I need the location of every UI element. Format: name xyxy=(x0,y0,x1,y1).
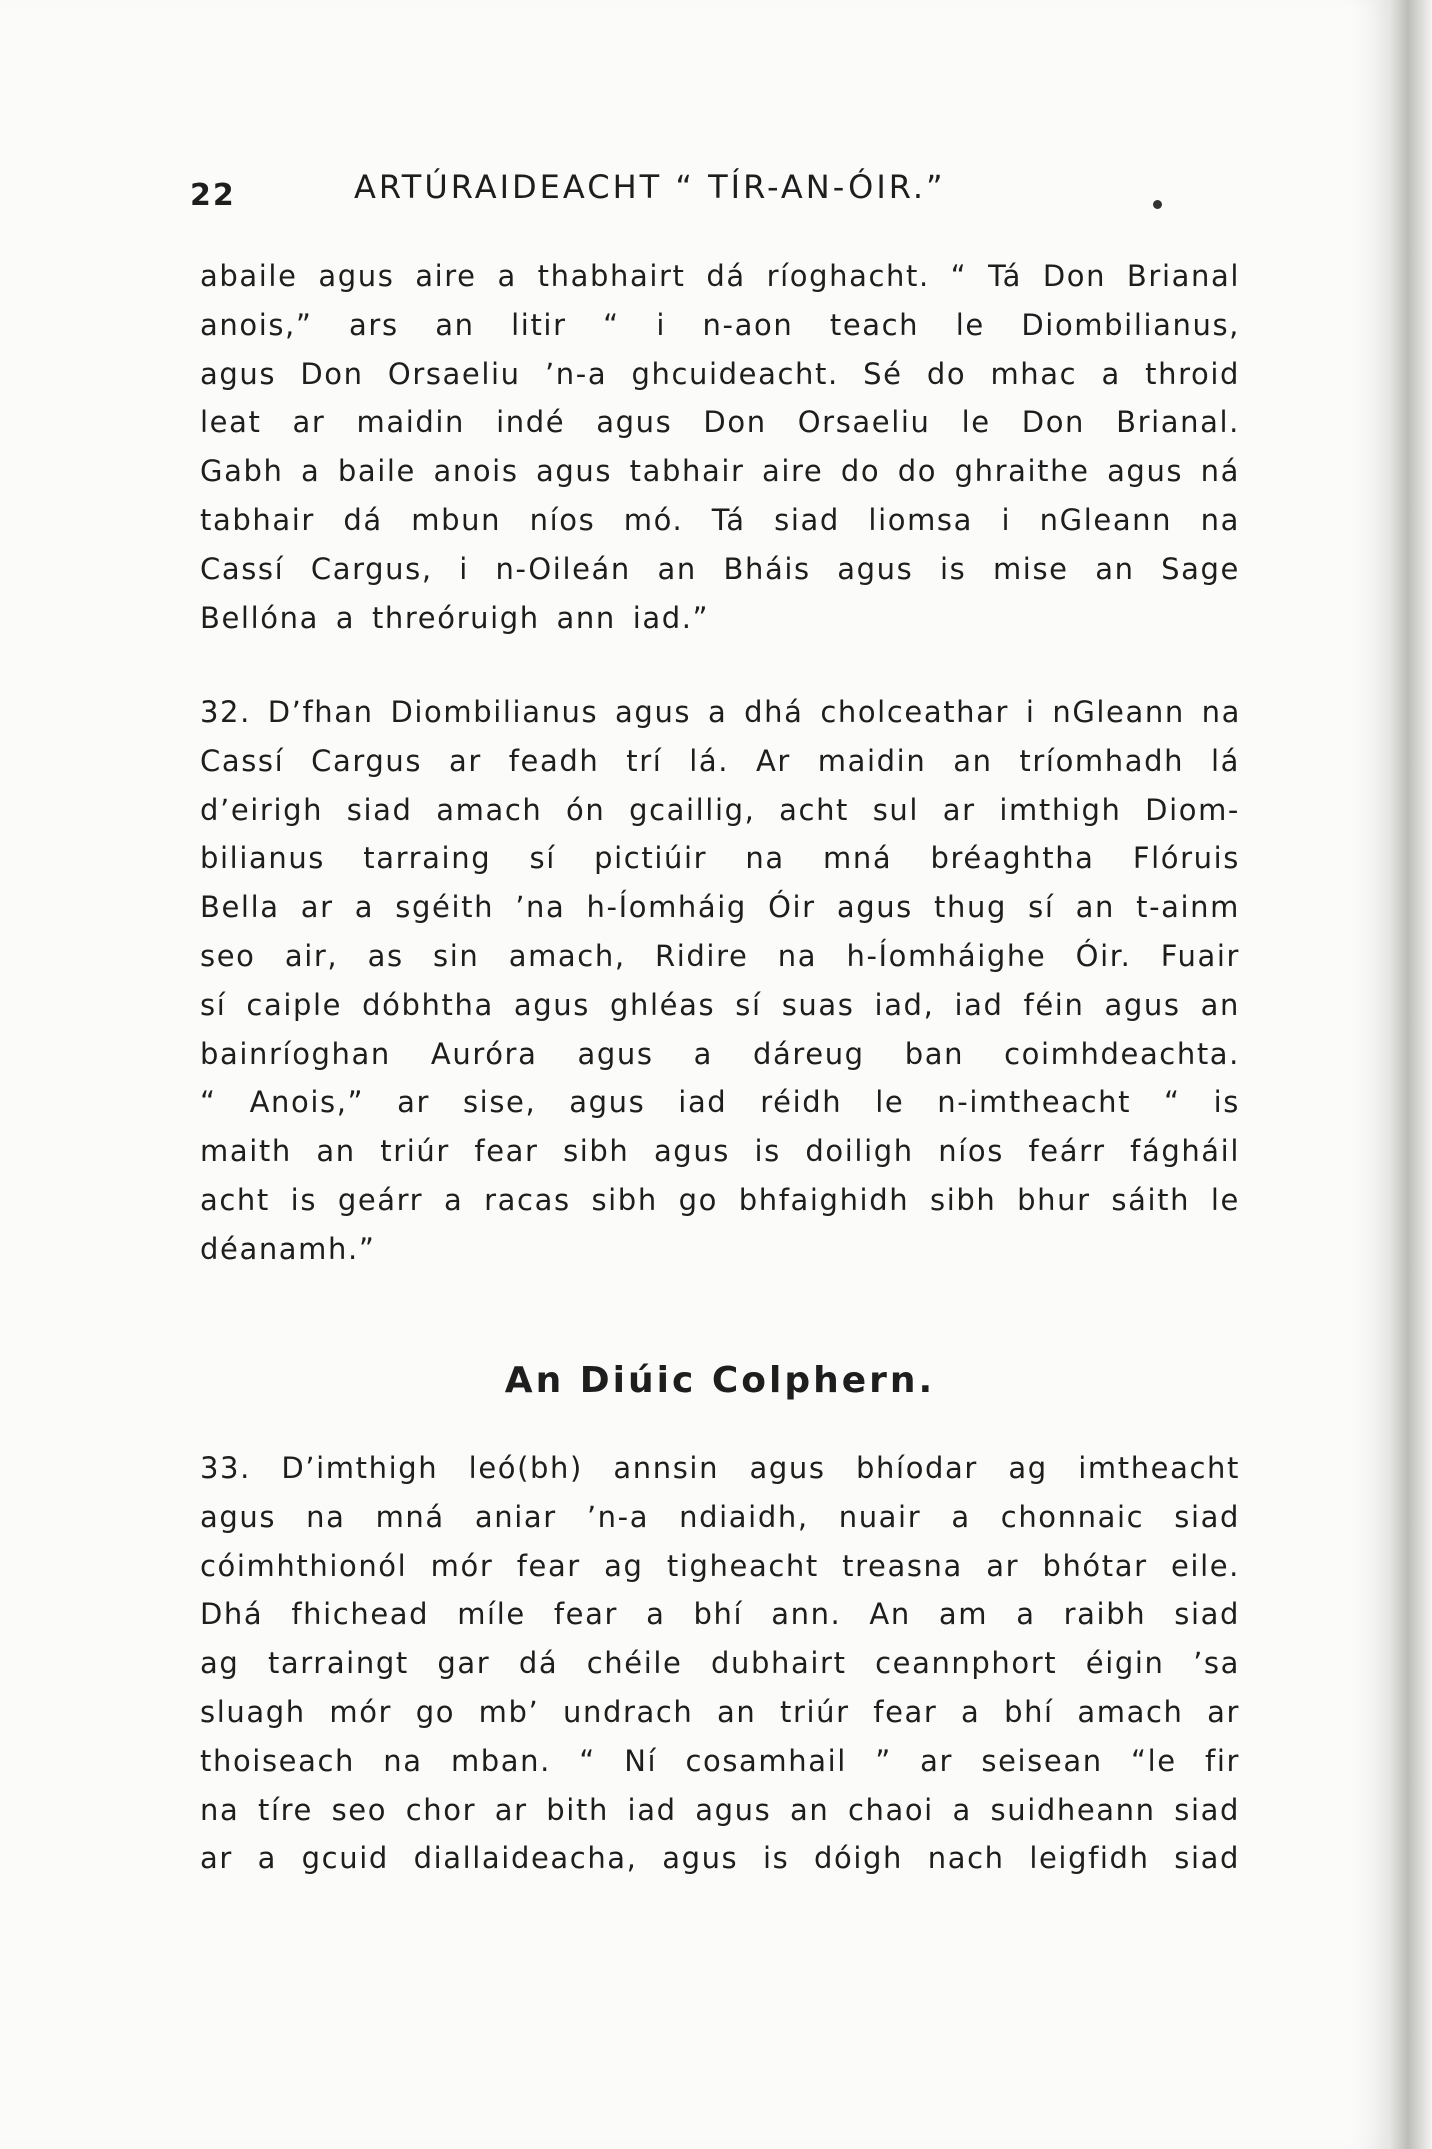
text-line: agus Don Orsaeliu ’n-a ghcuideacht. Sé do mhac a throid xyxy=(200,356,1240,391)
text-line: Cassí Cargus ar feadh trí lá. Ar maidin an tríomhadh lá xyxy=(200,743,1240,778)
paragraph-1 xyxy=(200,252,1240,642)
text-line: Gabh a baile anois agus tabhair aire do do ghraithe agus ná xyxy=(200,454,1240,489)
text-line: déanamh.” xyxy=(200,1231,376,1266)
text-line: leat ar maidin indé agus Don Orsaeliu le Don Brianal. xyxy=(200,405,1240,440)
paragraph-2 xyxy=(200,688,1240,1274)
text-line: bainríoghan Auróra agus a dáreug ban coimhdeachta. xyxy=(200,1036,1240,1071)
text-line: Dhá fhichead míle fear a bhí ann. An am a raibh siad xyxy=(200,1597,1240,1632)
text-line: Bella ar a sgéith ’na h-Íomháig Óir agus thug sí an t-ainm xyxy=(200,890,1240,925)
text-line: tabhair dá mbun níos mó. Tá siad liomsa i nGleann na xyxy=(200,502,1240,537)
running-title: ARTÚRAIDEACHT “ TÍR-AN-ÓIR.” xyxy=(354,168,946,206)
text-line: seo air, as sin amach, Ridire na h-Íomháighe Óir. Fuair xyxy=(200,938,1240,973)
text-line: sluagh mór go mb’ undrach an triúr fear a bhí amach ar xyxy=(200,1694,1240,1729)
text-line: sí caiple dóbhtha agus ghléas sí suas iad, iad féin agus an xyxy=(200,987,1240,1022)
text-line: Cassí Cargus, i n-Oileán an Bháis agus is mise an Sage xyxy=(200,551,1240,586)
text-line: agus na mná aniar ’n-a ndiaidh, nuair a chonnaic siad xyxy=(200,1499,1240,1534)
text-line: abaile agus aire a thabhairt dá ríoghacht. “ Tá Don Brianal xyxy=(200,259,1240,293)
text-line: ar a gcuid diallaideacha, agus is dóigh nach leigfidh siad xyxy=(200,1841,1240,1876)
text-line: maith an triúr fear sibh agus is doiligh níos feárr fágháil xyxy=(200,1134,1240,1169)
text-line: 33. D’imthigh leó(bh) annsin agus bhíodar ag imtheacht xyxy=(200,1451,1240,1485)
text-line: cóimhthionól mór fear ag tigheacht treasna ar bhótar eile. xyxy=(200,1548,1240,1583)
ink-dot xyxy=(1153,200,1162,209)
paragraph-3 xyxy=(200,1444,1240,1883)
text-line: bilianus tarraing sí pictiúir na mná bréaghtha Flóruis xyxy=(200,841,1240,876)
text-line: ag tarraingt gar dá chéile dubhairt ceannphort éigin ’sa xyxy=(200,1646,1240,1681)
text-line: d’eirigh siad amach ón gcaillig, acht sul ar imthigh Diom- xyxy=(200,792,1240,827)
text-line: Bellóna a threóruigh ann iad.” xyxy=(200,600,710,635)
text-line: na tíre seo chor ar bith iad agus an chaoi a suidheann siad xyxy=(200,1792,1240,1827)
text-line: thoiseach na mban. “ Ní cosamhail ” ar seisean “le fir xyxy=(200,1743,1240,1778)
text-line: “ Anois,” ar sise, agus iad réidh le n-imtheacht “ is xyxy=(200,1085,1240,1120)
text-line: acht is geárr a racas sibh go bhfaighidh sibh bhur sáith le xyxy=(200,1182,1240,1217)
text-line: anois,” ars an litir “ i n-aon teach le Diombilianus, xyxy=(200,307,1240,342)
text-line: 32. D’fhan Diombilianus agus a dhá cholceathar i nGleann na xyxy=(200,695,1241,729)
page-number: 22 xyxy=(190,178,236,213)
section-heading: An Diúic Colphern. xyxy=(504,1360,936,1401)
book-spine-edge xyxy=(1388,0,1432,2149)
